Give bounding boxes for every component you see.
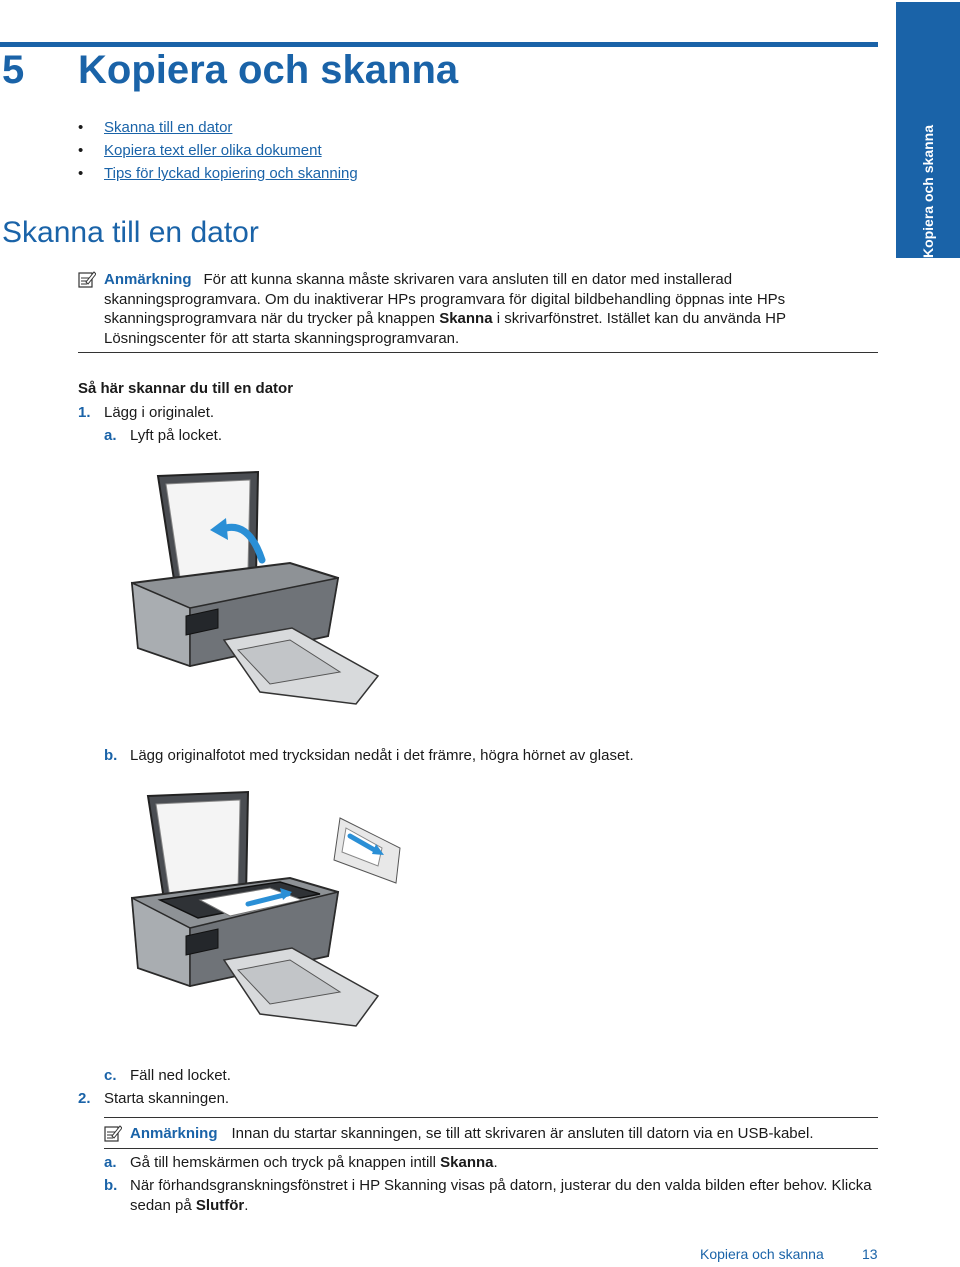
- step-2: 2. Starta skanningen.: [78, 1090, 230, 1107]
- toc-item: • Tips för lyckad kopiering och skanning: [78, 165, 358, 182]
- top-rule: [0, 42, 878, 47]
- note-pencil-icon: [104, 1124, 122, 1142]
- footer-section-name: Kopiera och skanna: [700, 1246, 824, 1262]
- toc-link-tips[interactable]: Tips för lyckad kopiering och skanning: [104, 165, 358, 182]
- toc-link-kopiera-text[interactable]: Kopiera text eller olika dokument: [104, 142, 322, 159]
- procedure-title: Så här skannar du till en dator: [78, 380, 294, 397]
- note-block: Anmärkning Innan du startar skanningen, se till att skrivaren är ansluten till datorn via en USB-kabel.: [130, 1125, 814, 1142]
- printer-lid-open-illustration: [120, 468, 390, 716]
- note-divider: [104, 1117, 878, 1118]
- note-label: Anmärkning: [130, 1125, 218, 1142]
- step-1b: b. Lägg originalfotot med trycksidan nedåt i det främre, högra hörnet av glaset.: [104, 747, 634, 764]
- step-2a: a. Gå till hemskärmen och tryck på knappen intill Skanna.: [104, 1154, 498, 1171]
- chapter-title: Kopiera och skanna: [78, 48, 459, 92]
- printer-photo-on-glass-illustration: [120, 788, 410, 1040]
- toc-item: • Skanna till en dator: [78, 119, 233, 136]
- note-divider: [104, 1148, 878, 1149]
- chapter-toc: [78, 116, 358, 185]
- toc-link-skanna-till-dator[interactable]: Skanna till en dator: [104, 119, 233, 136]
- step-1a: a. Lyft på locket.: [104, 427, 222, 444]
- step-2b: b. När förhandsgranskningsfönstret i HP Skanning visas på datorn, justerar du den valda bilden efter behov. Klicka sedan på Slutför.: [104, 1177, 872, 1214]
- note-divider: [78, 352, 878, 353]
- toc-item: • Kopiera text eller olika dokument: [78, 142, 322, 159]
- note-pencil-icon: [78, 270, 96, 288]
- step-1: 1. Lägg i originalet.: [78, 404, 215, 421]
- note-label: Anmärkning: [104, 271, 192, 288]
- chapter-number: 5: [2, 48, 25, 92]
- step-1c: c. Fäll ned locket.: [104, 1067, 231, 1084]
- chapter-side-tab: [896, 2, 960, 258]
- note-block: Anmärkning För att kunna skanna måste skrivaren vara ansluten till en dator med installerad skanningsprogramvara. Om du inaktiverar HPs programvara för digital bildbehandling öppnas inte HPs skanningsprogramvara när du trycker på knappen Skanna i skrivarfönstret. Istället kan du använda HP Lösningscenter för att starta skanningsprogramvaran.: [104, 271, 786, 347]
- footer-page-number: 13: [862, 1246, 878, 1262]
- side-tab-label: Kopiera och skanna: [920, 124, 936, 258]
- section-title: Skanna till en dator: [2, 216, 259, 249]
